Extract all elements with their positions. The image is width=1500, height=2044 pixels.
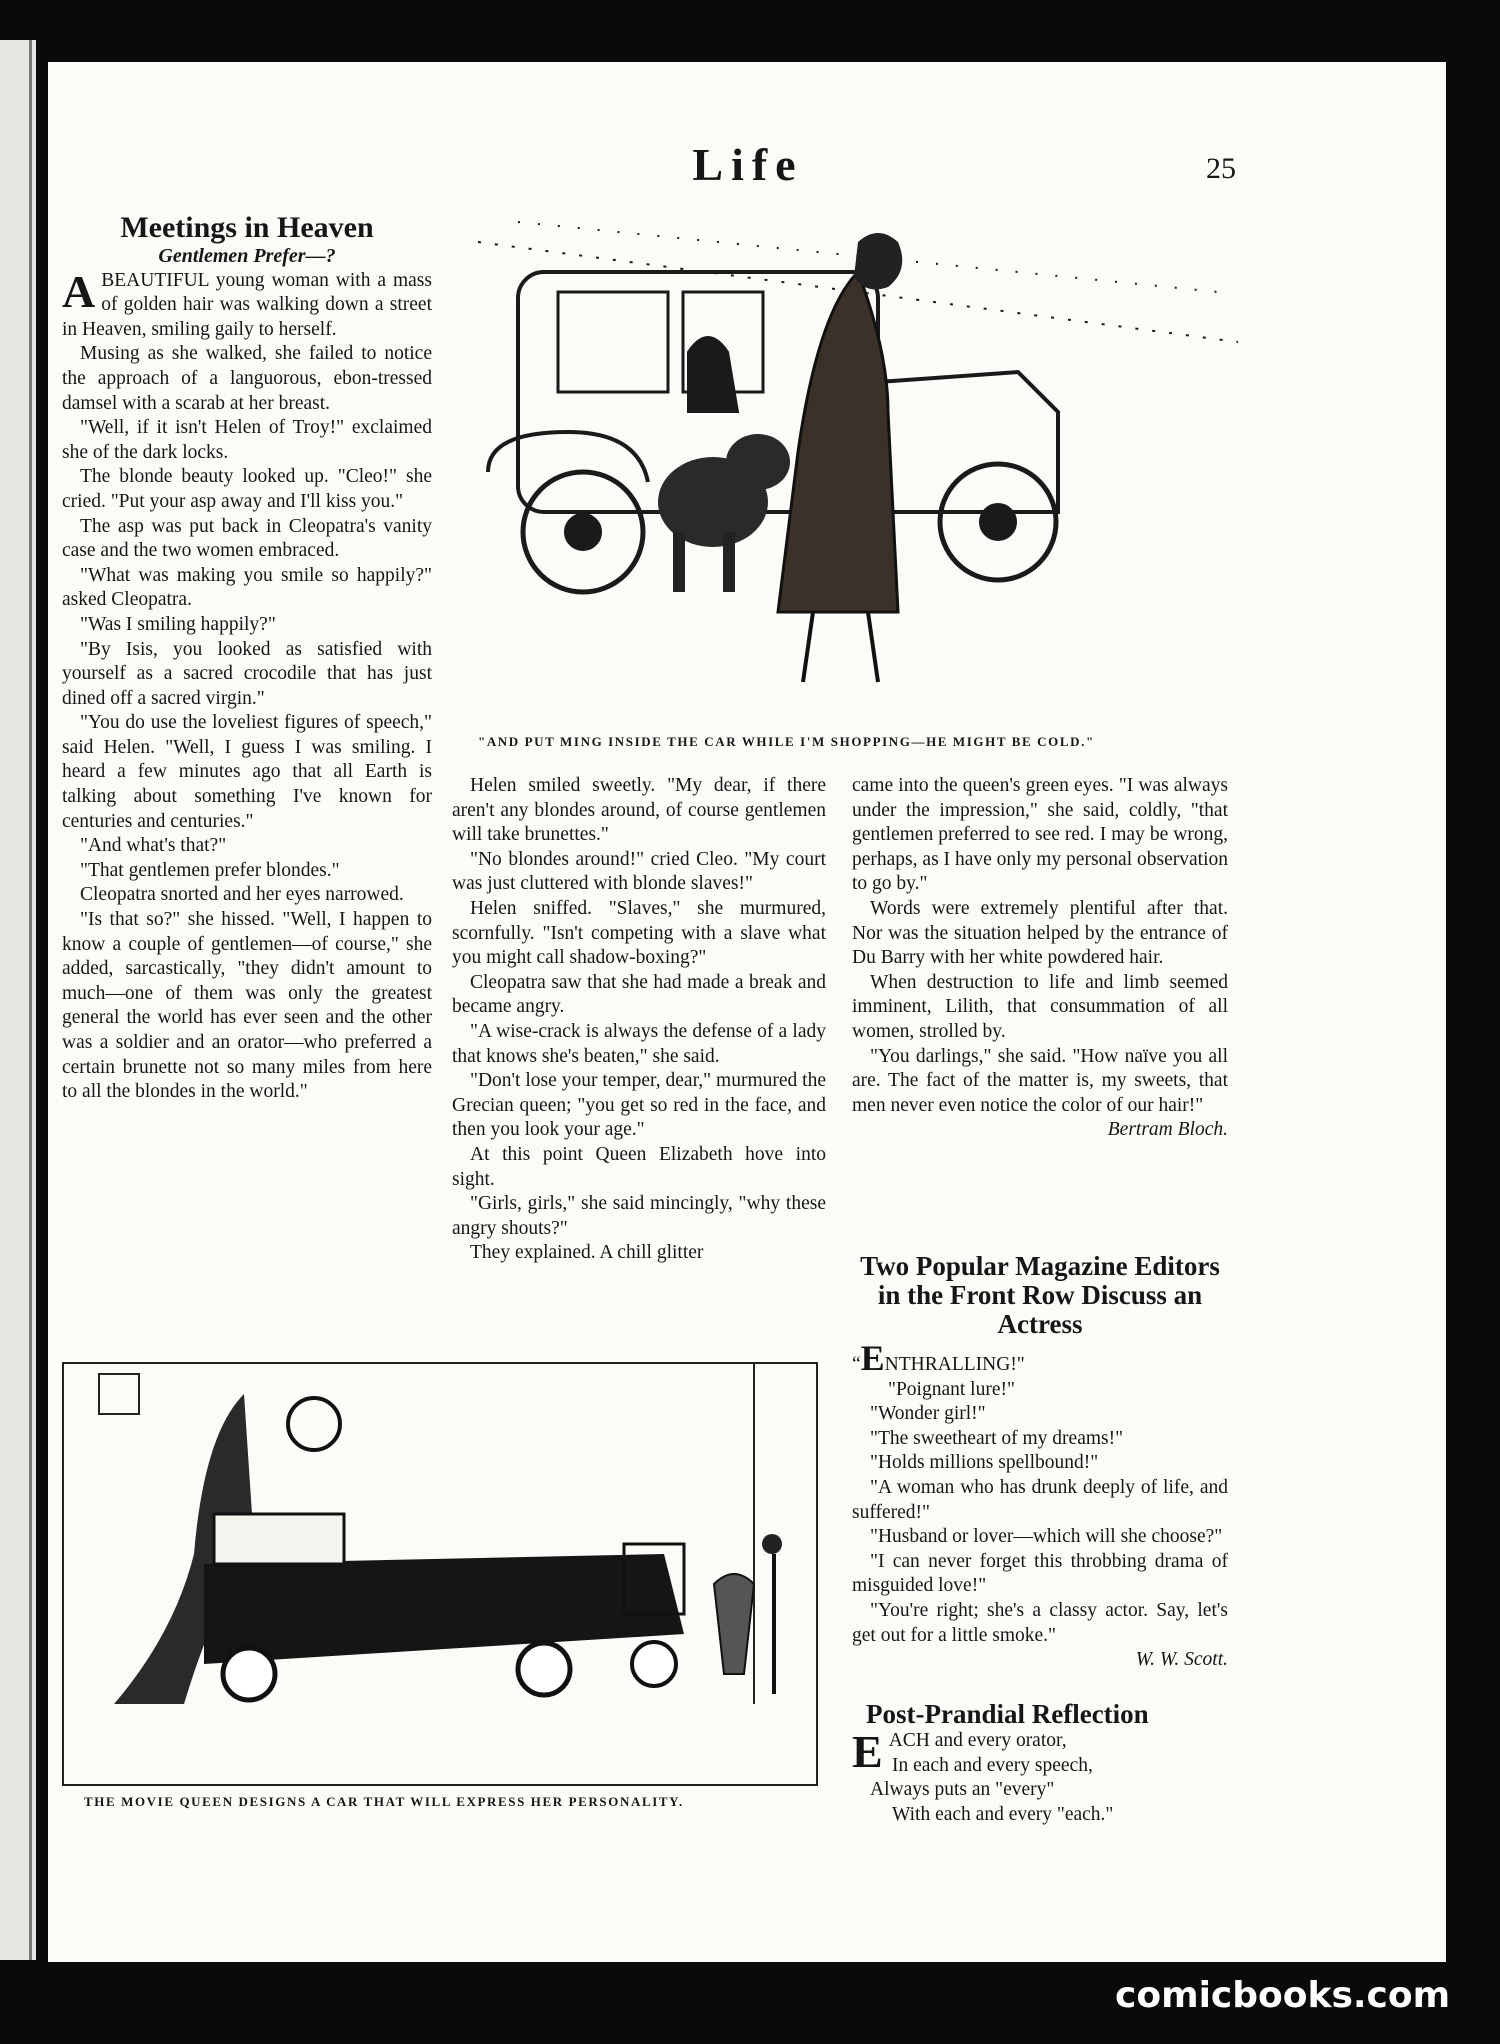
reflection-poem-title: Post-Prandial Reflection xyxy=(866,1699,1149,1729)
reflection-poem xyxy=(852,1700,1228,1827)
article-paragraph: “ENTHRALLING!" xyxy=(852,1338,1025,1378)
article-paragraph: "Is that so?" she hissed. "Well, I happen to know a couple of gentlemen—of course," she added, sarcastically, "they didn't amount to much—one of them was only the greatest general the world has ever seen and the other was a soldier and an orator—who preferred a certain brunette not so many miles from here to all the blondes in the world." xyxy=(62,909,432,1103)
article-title: Meetings in Heaven xyxy=(120,211,374,244)
article-paragraph: "I can never forget this throbbing drama of misguided love!" xyxy=(852,1550,1228,1597)
article-paragraph: "Girls, girls," she said mincingly, "why these angry shouts?" xyxy=(452,1193,826,1239)
article-column-3 xyxy=(852,774,1228,1143)
page-number: 25 xyxy=(1206,152,1236,185)
page-gutter xyxy=(0,40,36,1960)
editors-article-signature: W. W. Scott. xyxy=(1135,1649,1228,1671)
car-drawing xyxy=(458,212,1248,722)
article-signature: Bertram Bloch. xyxy=(1107,1119,1228,1141)
article-paragraph: When destruction to life and limb seemed imminent, Lilith, that consummation of all women, strolled by. xyxy=(852,971,1228,1042)
article-paragraph: "You do use the loveliest figures of speech," said Helen. "Well, I guess I was smiling. I heard a few minutes ago that all Earth is talking about something I've known for centuries and centuries." xyxy=(62,712,432,832)
article-paragraph: Helen smiled sweetly. "My dear, if there aren't any blondes around, of course gentlemen will take brunettes." xyxy=(452,775,826,846)
article-paragraph: Cleopatra snorted and her eyes narrowed. xyxy=(80,884,404,906)
movie-queen-car-illustration xyxy=(62,1362,818,1786)
poem-line: In each and every speech, xyxy=(892,1754,1093,1776)
article-paragraph: "Holds millions spellbound!" xyxy=(870,1452,1099,1474)
watermark: comicbooks.com xyxy=(1115,1975,1451,2016)
movie-queen-car-drawing xyxy=(64,1364,816,1784)
article-paragraph: "You're right; she's a classy actor. Say, let's get out for a little smoke." xyxy=(852,1599,1228,1646)
car-illustration xyxy=(458,212,1248,722)
magazine-page xyxy=(48,62,1446,1962)
drop-cap: A xyxy=(62,265,96,317)
article-paragraph: The asp was put back in Cleopatra's vanity case and the two women embraced. xyxy=(62,515,432,562)
editors-article xyxy=(852,1252,1228,1673)
article-paragraph: "By Isis, you looked as satisfied with yourself as a sacred crocodile that has just dined off a sacred virgin." xyxy=(62,638,432,709)
article-paragraph: "Don't lose your temper, dear," murmured the Grecian queen; "you get so red in the face, and then you look your age." xyxy=(452,1070,826,1141)
editors-article-title: Two Popular Magazine Editors in the Front Row Discuss an Actress xyxy=(860,1251,1220,1339)
article-paragraph: "A woman who has drunk deeply of life, and suffered!" xyxy=(852,1476,1228,1523)
article-paragraph: They explained. A chill glitter xyxy=(470,1242,704,1264)
article-paragraph: "Was I smiling happily?" xyxy=(80,613,276,635)
poem-line: EACH and every orator, xyxy=(852,1726,1067,1777)
article-paragraph: "Well, if it isn't Helen of Troy!" exclaimed she of the dark locks. xyxy=(62,417,432,463)
article-paragraph: Words were extremely plentiful after that. Nor was the situation helped by the entrance of Du Barry with her white powdered hair. xyxy=(852,897,1228,969)
article-paragraph: "You darlings," she said. "How naïve you all are. The fact of the matter is, my sweets, that men never even notice the color of our hair!" xyxy=(852,1045,1228,1116)
article-paragraph: came into the queen's green eyes. "I was always under the impression," she said, coldly, "that gentlemen preferred to see red. I may be wrong, perhaps, as I have only my personal observation to go by." xyxy=(852,775,1228,895)
article-paragraph: ABEAUTIFUL young woman with a mass of golden hair was walking down a street in Heaven, smiling gaily to herself. xyxy=(62,265,432,340)
article-paragraph: "That gentlemen prefer blondes." xyxy=(80,859,340,881)
poem-line: Always puts an "every" xyxy=(870,1779,1055,1801)
article-paragraph: "And what's that?" xyxy=(80,835,227,857)
article-paragraph: "Poignant lure!" xyxy=(888,1378,1015,1400)
article-paragraph: "The sweetheart of my dreams!" xyxy=(870,1427,1124,1449)
article-paragraph: Helen sniffed. "Slaves," she murmured, scornfully. "Isn't competing with a slave what you might call shadow-boxing?" xyxy=(452,897,826,969)
article-paragraph: Musing as she walked, she failed to notice the approach of a languorous, ebon-tressed damsel with a scarab at her breast. xyxy=(62,343,432,414)
article-paragraph: "What was making you smile so happily?" asked Cleopatra. xyxy=(62,564,432,611)
movie-queen-caption: THE MOVIE QUEEN DESIGNS A CAR THAT WILL EXPRESS HER PERSONALITY. xyxy=(84,1794,684,1809)
article-column-2 xyxy=(452,774,826,1266)
magazine-title: Life xyxy=(692,139,804,190)
article-paragraph: "No blondes around!" cried Cleo. "My court was just cluttered with blonde slaves!" xyxy=(452,848,826,895)
article-paragraph: "Wonder girl!" xyxy=(870,1403,986,1425)
article-paragraph: At this point Queen Elizabeth hove into sight. xyxy=(452,1143,826,1190)
car-illustration-caption: "AND PUT MING INSIDE THE CAR WHILE I'M SHOPPING—HE MIGHT BE COLD." xyxy=(478,734,1095,749)
article-paragraph: "Husband or lover—which will she choose?" xyxy=(870,1526,1223,1548)
drop-cap: E xyxy=(852,1726,883,1777)
article-paragraph: Cleopatra saw that she had made a break and became angry. xyxy=(452,971,826,1018)
article-column-1 xyxy=(62,212,432,1105)
article-paragraph: The blonde beauty looked up. "Cleo!" she cried. "Put your asp away and I'll kiss you." xyxy=(62,466,432,512)
article-paragraph: "A wise-crack is always the defense of a lady that knows she's beaten," she said. xyxy=(452,1020,826,1067)
drop-cap: E xyxy=(860,1338,885,1378)
poem-line: With each and every "each." xyxy=(892,1803,1114,1825)
article-subtitle: Gentlemen Prefer—? xyxy=(158,245,336,267)
